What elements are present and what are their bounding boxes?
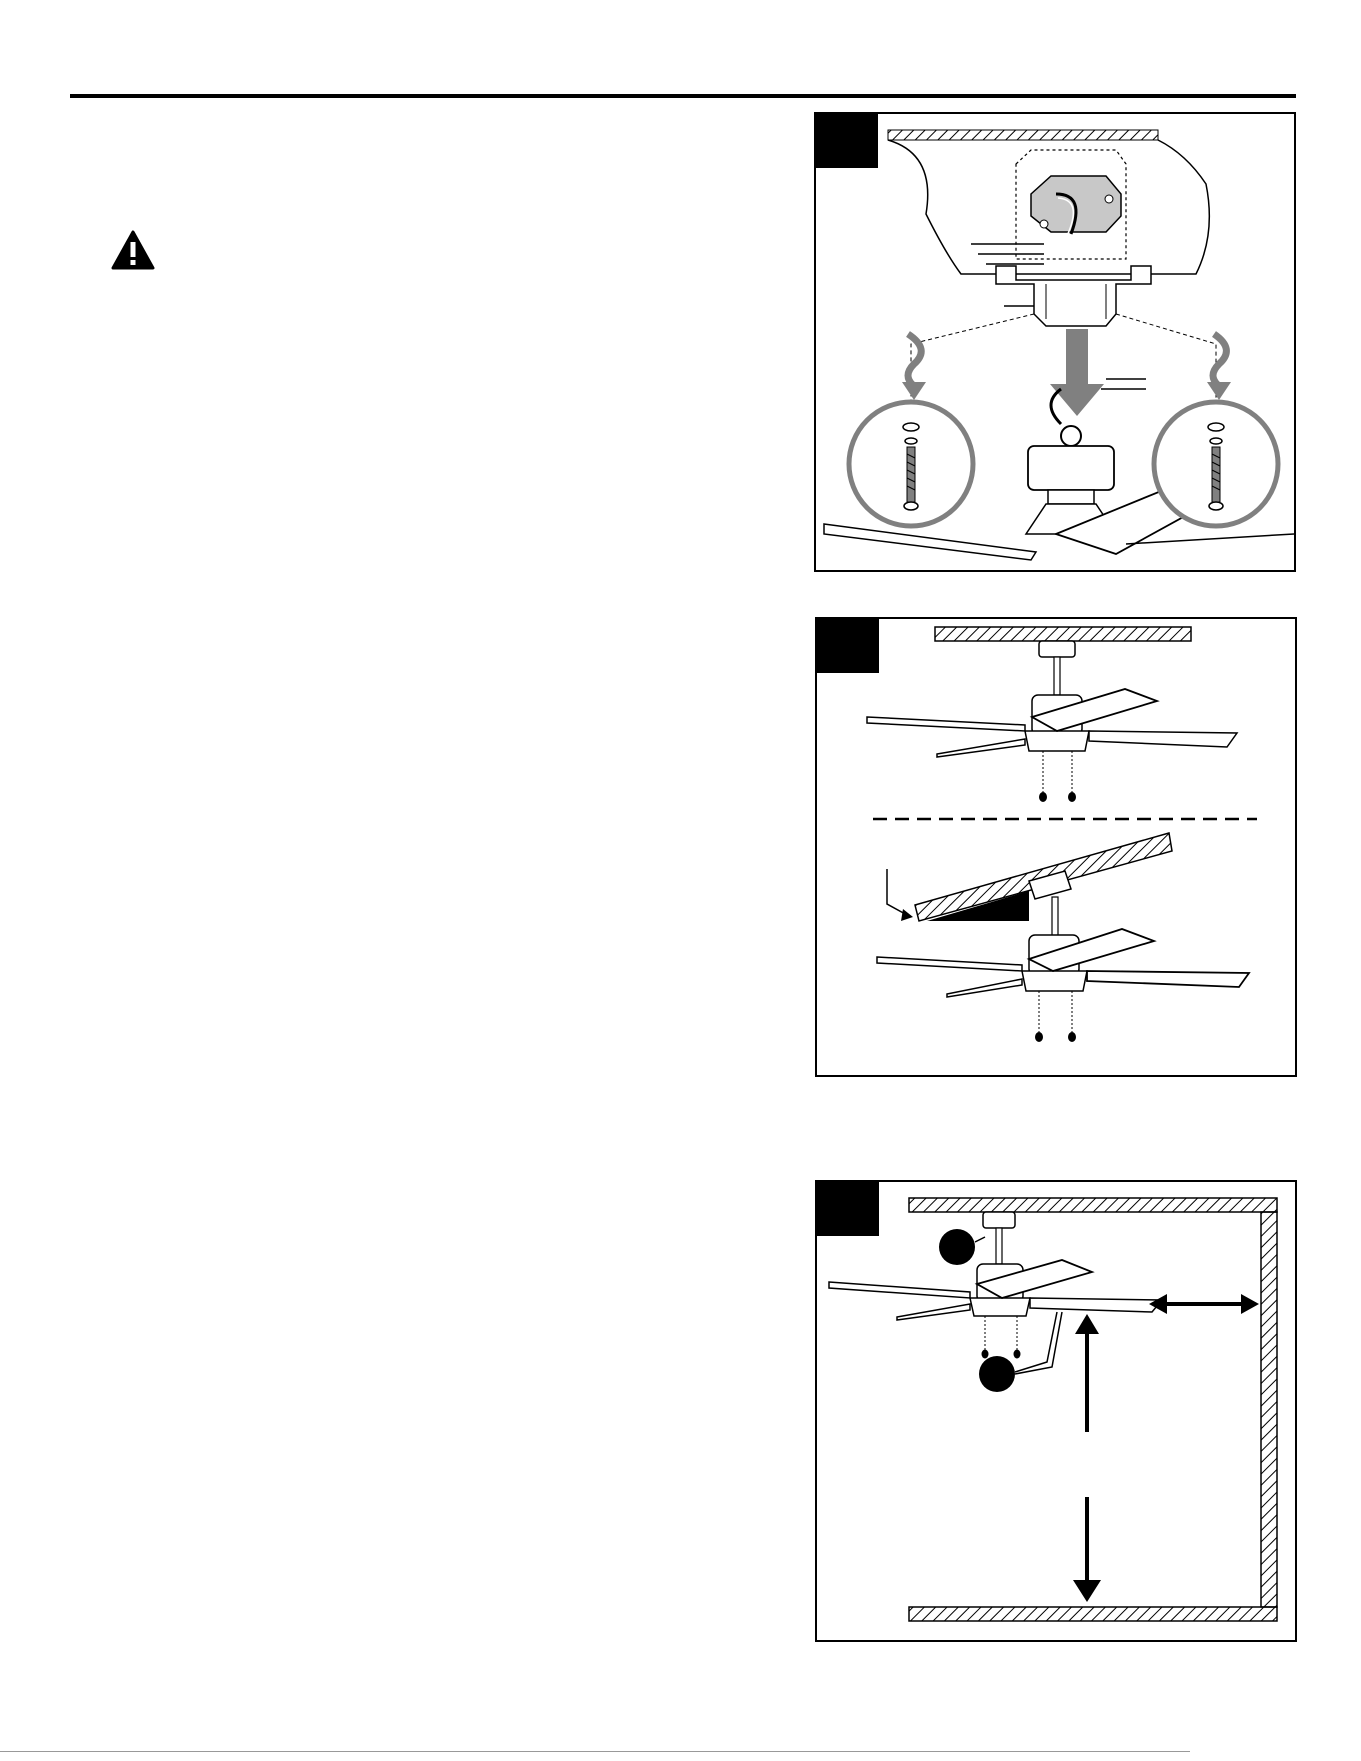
figure-1-panel xyxy=(814,112,1296,572)
figure-2-panel xyxy=(815,617,1297,1077)
warning-triangle-icon xyxy=(111,230,155,270)
footer-rule xyxy=(0,1751,1190,1752)
header-rule xyxy=(70,94,1296,98)
callout-b xyxy=(979,1356,1015,1392)
figure-3-panel xyxy=(815,1180,1297,1642)
ceiling-mount-install-icon xyxy=(816,114,1294,570)
flat-and-sloped-ceiling-icon xyxy=(817,619,1295,1075)
callout-a xyxy=(939,1229,975,1265)
clearance-dimensions-icon xyxy=(817,1182,1295,1640)
